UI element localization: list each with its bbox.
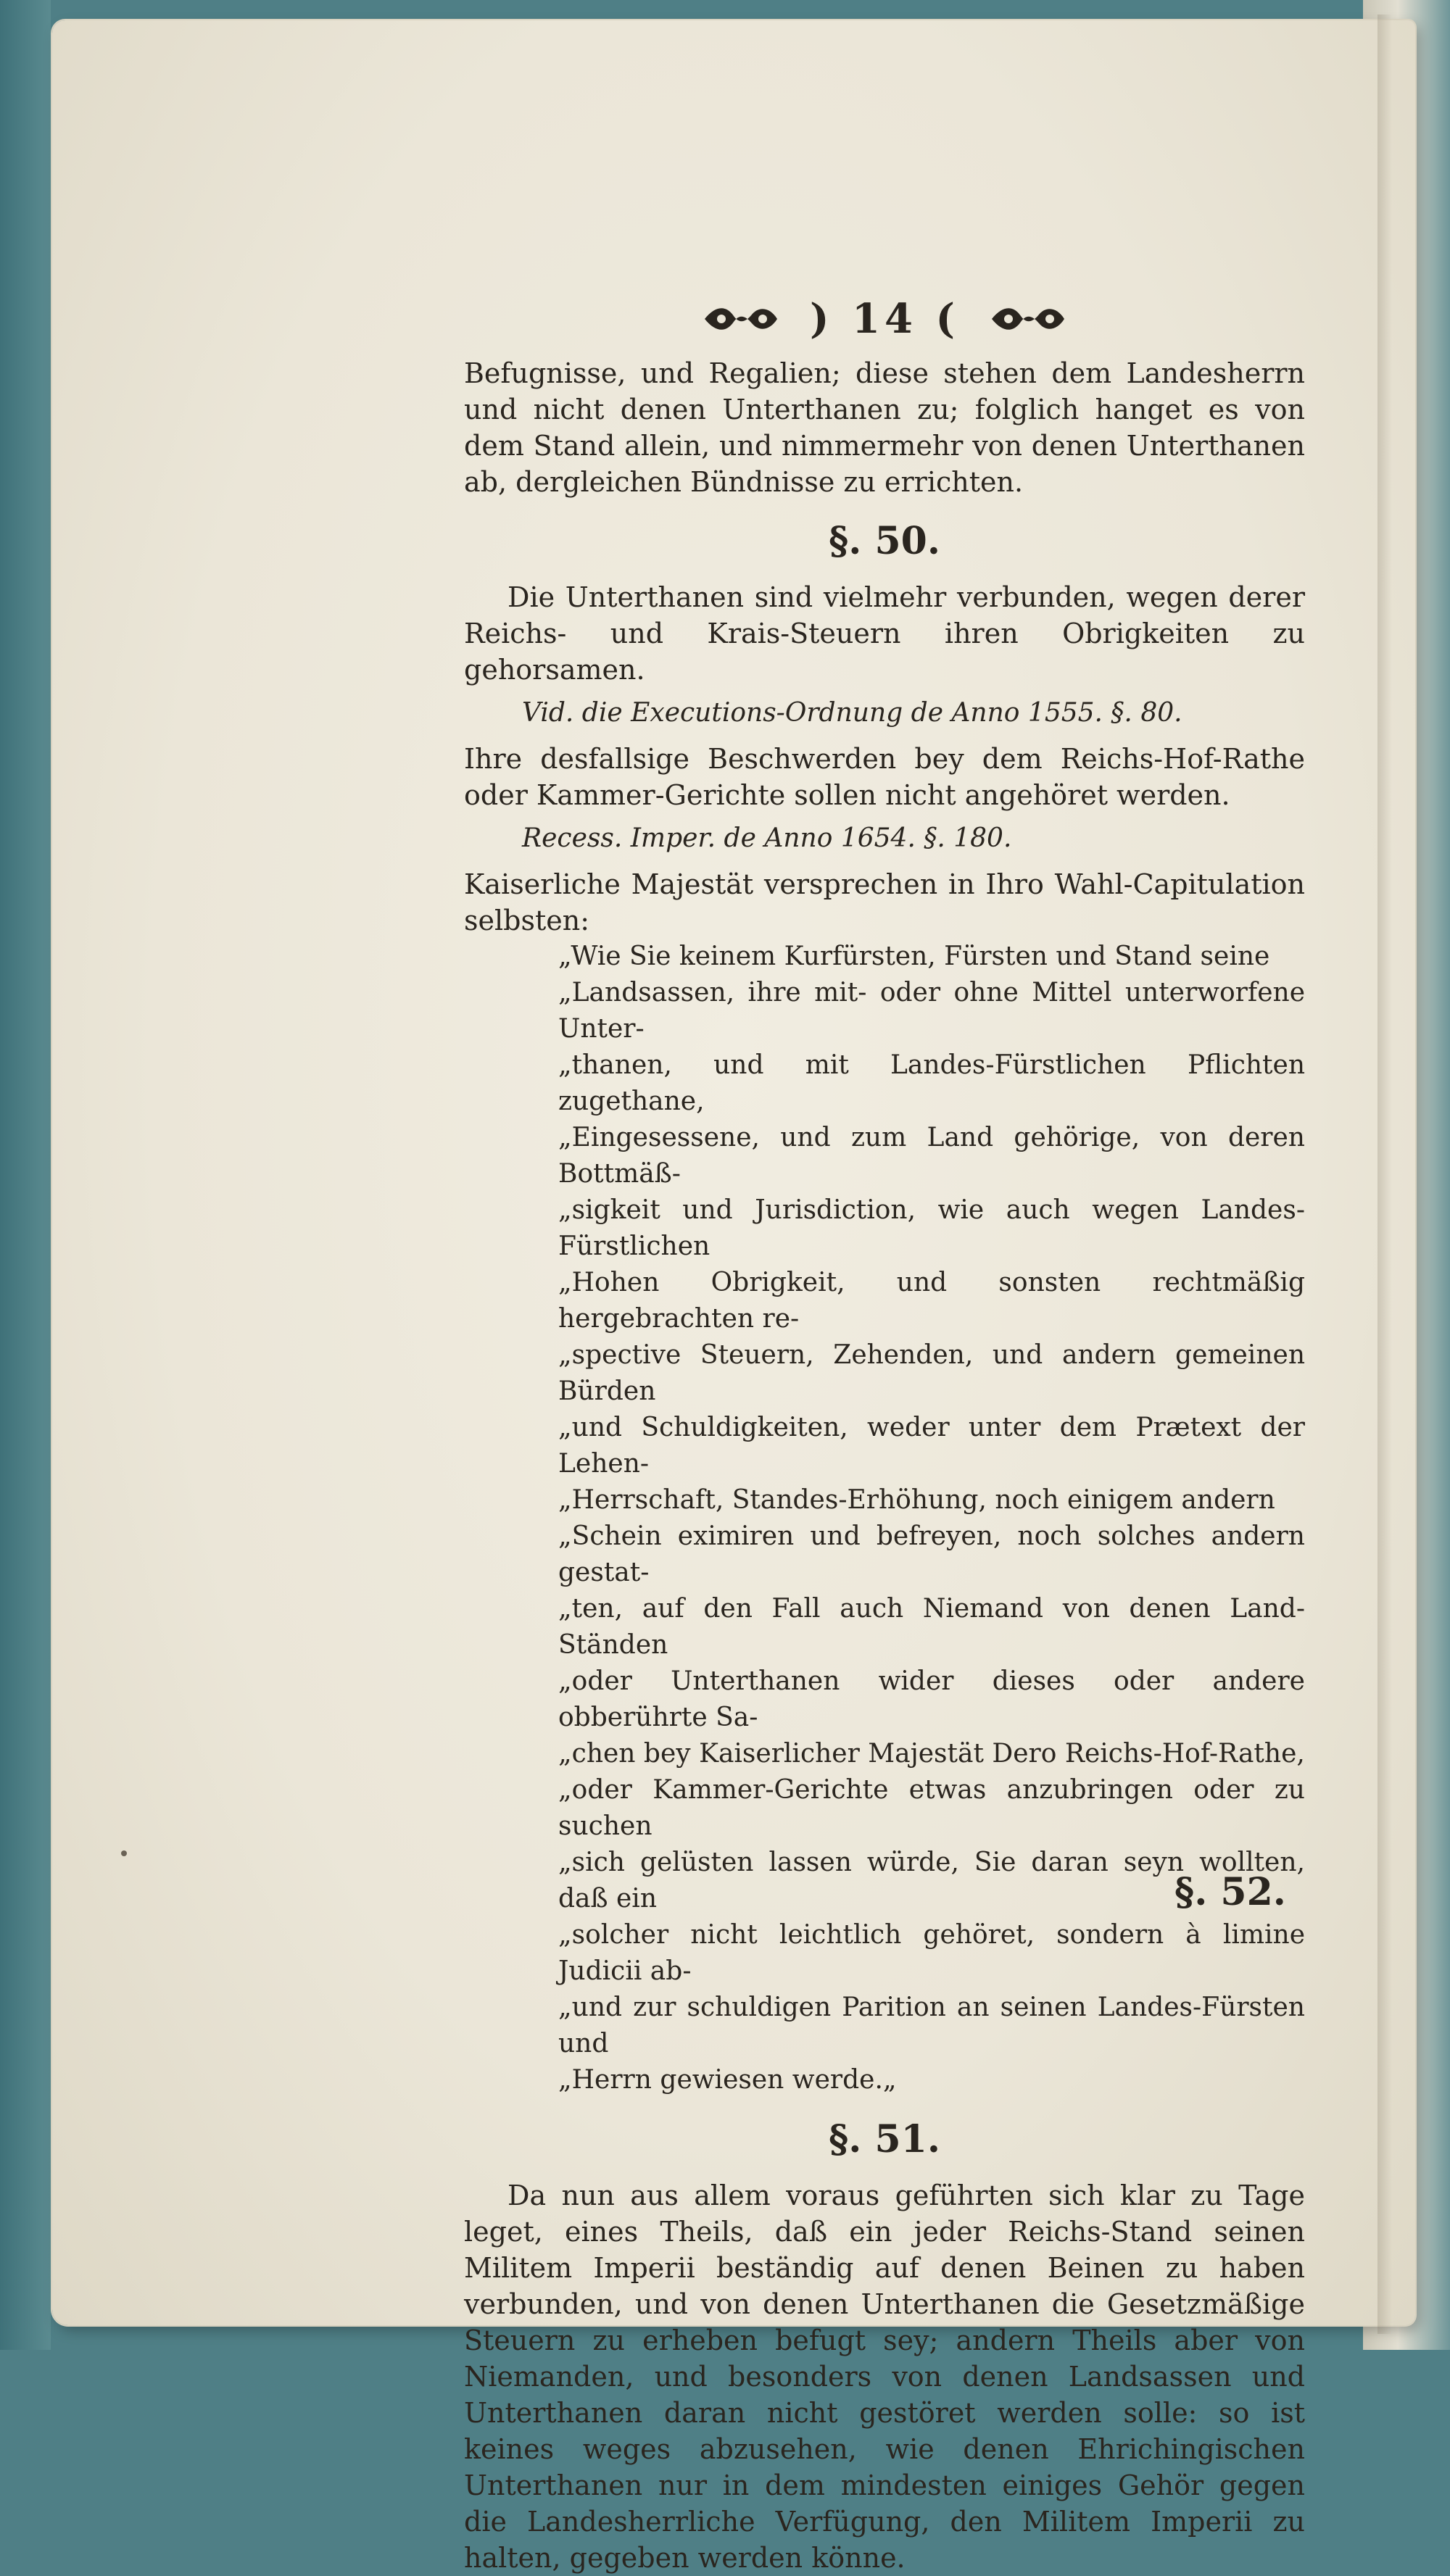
right-ornament-icon — [988, 302, 1068, 336]
quote-line: „Schein eximiren und befreyen, noch solches andern gestat- — [558, 1521, 1305, 1587]
quote-line: „solcher nicht leichtlich gehöret, sondern à limine Judicii ab- — [558, 1920, 1305, 1986]
quote-line: „thanen, und mit Landes-Fürstlichen Pflichten zugethane, — [558, 1050, 1305, 1116]
citation-executions-ordnung: Vid. die Executions-Ordnung de Anno 1555. §. 80. — [522, 698, 1182, 728]
quote-line: „Wie Sie keinem Kurfürsten, Fürsten und Stand seine — [558, 942, 1270, 971]
quote-line: „Herrschaft, Standes-Erhöhung, noch einigem andern — [558, 1485, 1275, 1515]
page-number: ) 14 ( — [810, 295, 959, 343]
capitulation-intro: Kaiserliche Majestät versprechen in Ihro Wahl-Capitulation selbsten: — [464, 868, 1305, 936]
quote-line: „spective Steuern, Zehenden, und andern gemeinen Bürden — [558, 1340, 1305, 1406]
citation-recess-imper: Recess. Imper. de Anno 1654. §. 180. — [522, 823, 1012, 853]
quote-line: „und Schuldigkeiten, weder unter dem Prætext der Lehen- — [558, 1413, 1305, 1479]
left-ornament-icon — [701, 302, 781, 336]
quote-line: „Hohen Obrigkeit, und sonsten rechtmäßig hergebrachten re- — [558, 1268, 1305, 1334]
paper-speck — [121, 1850, 127, 1856]
page-content — [464, 290, 1305, 2576]
section-50-paragraph: Die Unterthanen sind vielmehr verbunden, wegen derer Reichs- und Krais-Steuern ihren Obrigkeiten zu gehorsamen. — [464, 581, 1305, 686]
opening-paragraph: Befugnisse, und Regalien; diese stehen dem Landesherrn und nicht denen Unterthanen zu; folglich hanget es von dem Stand allein, und nimmermehr von denen Unterthanen ab, dergleichen Bündnisse zu errichten. — [464, 357, 1305, 498]
page-fold-shadow — [1378, 14, 1392, 2334]
quote-line: „chen bey Kaiserlicher Majestät Dero Reichs-Hof-Rathe, — [558, 1739, 1305, 1769]
quote-line: „sigkeit und Jurisdiction, wie auch wegen Landes-Fürstlichen — [558, 1195, 1305, 1261]
page-header — [464, 290, 1305, 348]
capitulation-quote — [558, 939, 1305, 2098]
section-heading-50: §. 50. — [829, 519, 940, 563]
quote-line: „Herrn gewiesen werde.„ — [558, 2065, 897, 2095]
quote-line: „Landsassen, ihre mit- oder ohne Mittel unterworfene Unter- — [558, 978, 1305, 1044]
quote-line: „sich gelüsten lassen würde, Sie daran seyn wollten, daß ein — [558, 1848, 1305, 1914]
complaints-paragraph: Ihre desfallsige Beschwerden bey dem Reichs-Hof-Rathe oder Kammer-Gerichte sollen nicht angehöret werden. — [464, 743, 1305, 811]
catchword: §. 52. — [1174, 1870, 1286, 1914]
quote-line: „oder Unterthanen wider dieses oder andere obberührte Sa- — [558, 1666, 1305, 1732]
quote-line: „oder Kammer-Gerichte etwas anzubringen oder zu suchen — [558, 1775, 1305, 1841]
quote-line: „und zur schuldigen Parition an seinen Landes-Fürsten und — [558, 1993, 1305, 2058]
section-heading-51: §. 51. — [829, 2117, 940, 2161]
backdrop-left — [0, 0, 51, 2350]
section-51-paragraph: Da nun aus allem voraus geführten sich klar zu Tage leget, eines Theils, daß ein jeder Reichs-Stand seinen Militem Imperii beständig auf denen Beinen zu haben verbunden, und von denen Unterthanen die Gesetzmäßige Steuern zu erheben befugt sey; andern Theils aber von Niemanden, und besonders von denen Landsassen und Unterthanen daran nicht gestöret werden solle: so ist keines weges abzusehen, wie denen Ehrichingischen Unterthanen nur in dem mindesten einiges Gehör gegen die Landesherrliche Verfügung, den Militem Imperii zu halten, gegeben werden könne. — [464, 2180, 1305, 2574]
quote-line: „ten, auf den Fall auch Niemand von denen Land-Ständen — [558, 1594, 1305, 1660]
quote-line: „Eingesessene, und zum Land gehörige, von deren Bottmäß- — [558, 1123, 1305, 1189]
